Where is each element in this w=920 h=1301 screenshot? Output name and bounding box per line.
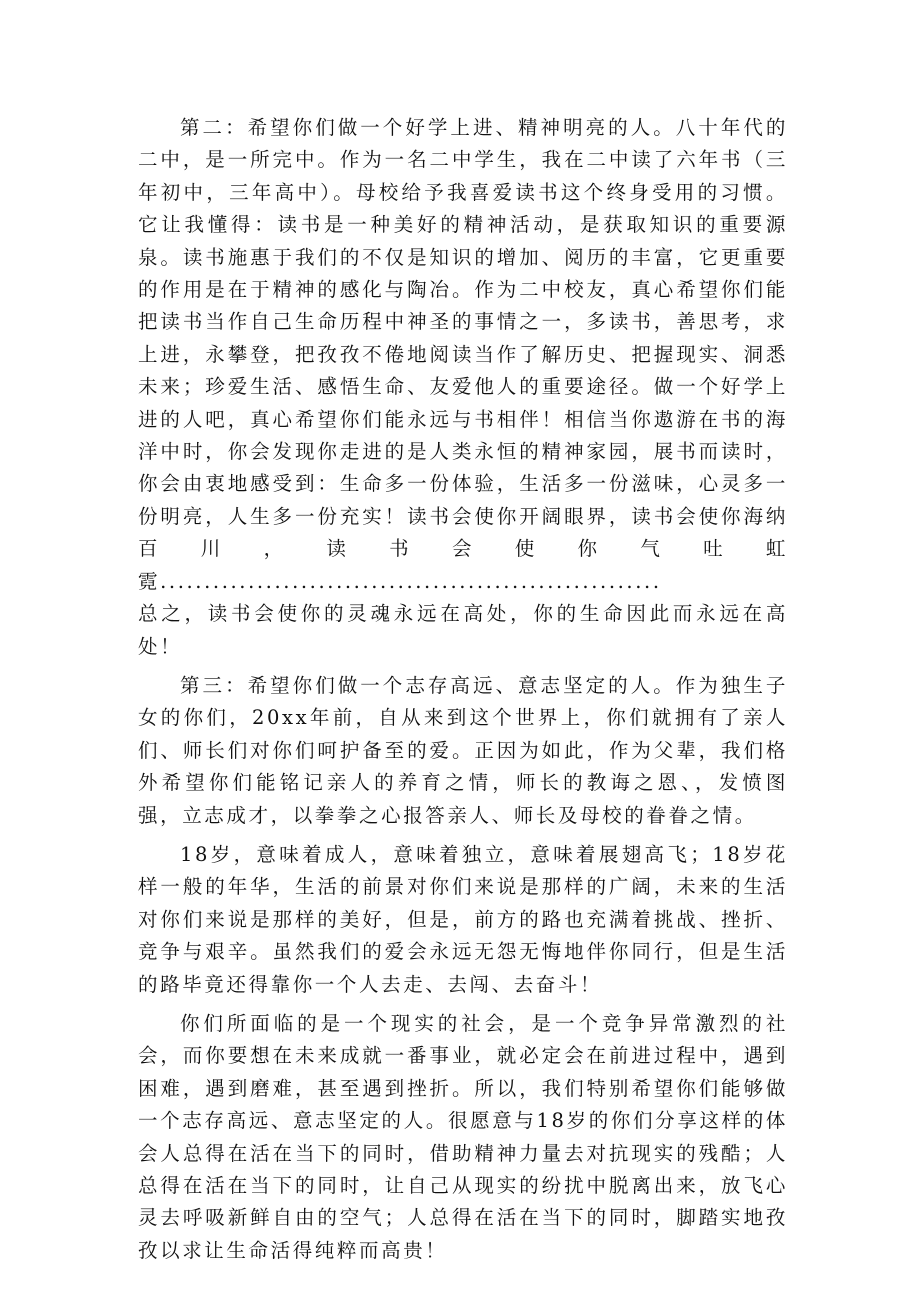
document-body xyxy=(138,112,788,1267)
paragraph-ambition: 第三：希望你们做一个志存高远、意志坚定的人。作为独生子女的你们，20xx年前，自从来到这个世界上，你们就拥有了亲人们、师长们对你们呵护备至的爱。正因为如此，作为父辈，我们格外希望你们能铭记亲人的养育之情，师长的教诲之恩、，发愤图强，立志成才，以拳拳之心报答亲人、师长及母校的眷眷之情。 xyxy=(138,673,788,827)
paragraph-reading: 第二：希望你们做一个好学上进、精神明亮的人。八十年代的二中，是一所完中。作为一名二中学生，我在二中读了六年书（三年初中，三年高中）。母校给予我喜爱读书这个终身受用的习惯。它让我懂得：读书是一种美好的精神活动，是获取知识的重要源泉。读书施惠于我们的不仅是知识的增加、阅历的丰富，它更重要的作用是在于精神的感化与陶冶。作为二中校友，真心希望你们能把读书当作自己生命历程中神圣的事情之一，多读书，善思考，求上进，永攀登，把孜孜不倦地阅读当作了解历史、把握现实、洞悉未来；珍爱生活、感悟生命、友爱他人的重要途径。做一个好学上进的人吧，真心希望你们能永远与书相伴！相信当你遨游在书的海洋中时，你会发现你走进的是人类永恒的精神家园，展书而读时，你会由衷地感受到：生命多一份体验，生活多一份滋味，心灵多一份明亮，人生多一份充实！读书会使你开阔眼界，读书会使你海纳百川，读书会使你气吐虹霓......................................................... xyxy=(138,116,788,593)
paragraph-eighteen: 18岁，意味着成人，意味着独立，意味着展翅高飞；18岁花样一般的年华，生活的前景对你们来说是那样的广阔，未来的生活对你们来说是那样的美好，但是，前方的路也充满着挑战、挫折、竞争与艰辛。虽然我们的爱会永远无怨无悔地伴你同行，但是生活的路毕竟还得靠你一个人去走、去闯、去奋斗！ xyxy=(138,842,788,996)
paragraph-society: 你们所面临的是一个现实的社会，是一个竞争异常激烈的社会，而你要想在未来成就一番事业，就必定会在前进过程中，遇到困难，遇到磨难，甚至遇到挫折。所以，我们特别希望你们能够做一个志存高远、意志坚定的人。很愿意与18岁的你们分享这样的体会人总得在活在当下的同时，借助精神力量去对抗现实的残酷；人总得在活在当下的同时，让自己从现实的纷扰中脱离出来，放飞心灵去呼吸新鲜自由的空气；人总得在活在当下的同时，脚踏实地孜孜以求让生命活得纯粹而高贵！ xyxy=(138,1011,788,1262)
paragraph-summary: 总之，读书会使你的灵魂永远在高处，你的生命因此而永远在高处！ xyxy=(138,602,788,658)
